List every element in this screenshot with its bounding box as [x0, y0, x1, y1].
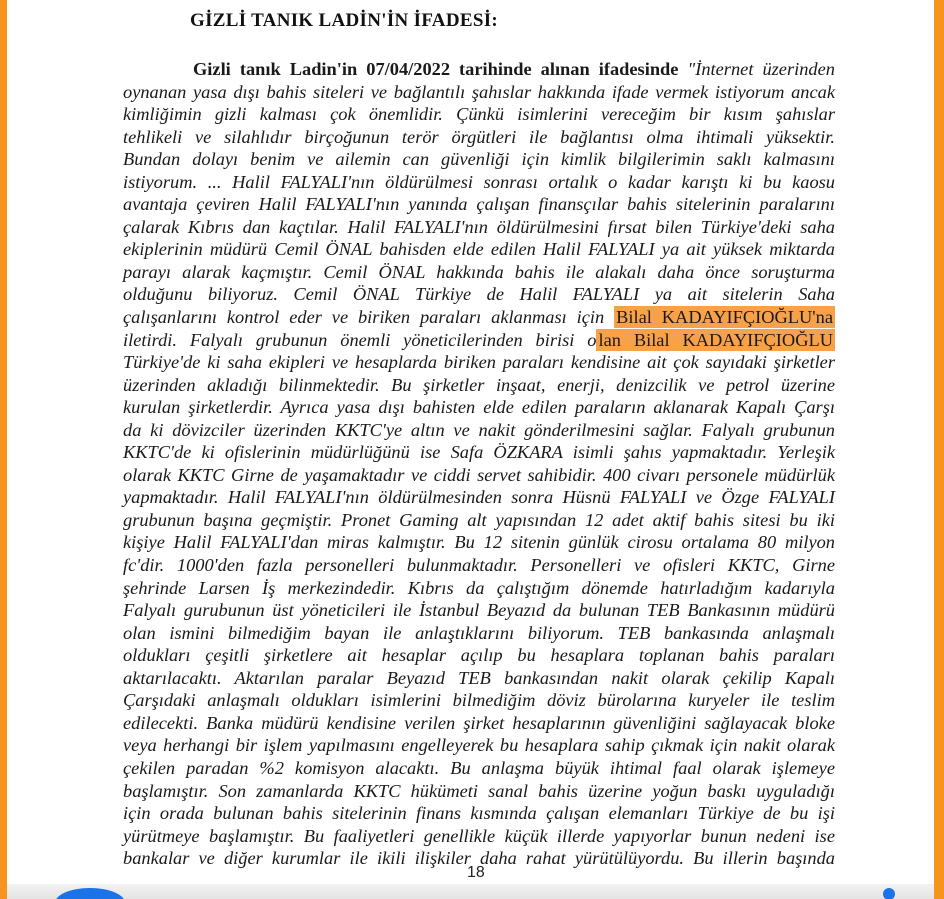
text-line: da ki dövizciler üzerinden KKTC'ye altın ve nakit gönderilmesini sağlar. Falyalı grubunun [123, 419, 835, 440]
text-line: şehrinde Larsen İş merkezindedir. Kıbrıs da çalıştığım dönemde hatırladığım kadarıyla [123, 577, 835, 598]
text-line: oldukları çeşitli şirketlere ait hesaplar açılıp bu hesaplara toplanan bahis paraları [123, 645, 835, 666]
text-line: için orada bulunan bahis sitelerinin finans kısmında çalışan elemanları Türkiye de bu işi [123, 803, 835, 824]
text-line: olarak KKTC Girne de yaşamaktadır ve ciddi servet sahibidir. 400 civarı personele müdürlük [123, 464, 835, 485]
scroll-indicator[interactable] [883, 888, 895, 899]
text-line: olduğunu biliyoruz. Cemil ÖNAL Türkiye de Halil FALYALI ya ait sitelerin Saha [123, 284, 835, 305]
text-line: ekiplerinin müdürü Cemil ÖNAL bahisden elde edilen Halil FALYALI ya ait yüksek miktarda [123, 239, 835, 260]
text-line: grubunun başına geçmiştir. Pronet Gaming alt yapısından 12 adet aktif bahis sitesi bu iki [123, 509, 835, 530]
text-line: edilecekti. Banka müdürü kendisine verilen şirket hesaplarının güvenliğini sağlayacak bloke [123, 712, 835, 733]
highlighted-name: lan Bilal KADAYIFÇIOĞLU [598, 329, 833, 350]
text-line: oynanan yasa dışı bahis siteleri ve bağlantılı şahıslar hakkında ifade vermek istiyorum ancak [123, 81, 835, 102]
text-line: istiyorum. ... Halil FALYALI'nın öldürülmesi sonrası ortalık o kadar karıştı ki bu kaosu [123, 171, 835, 192]
text-line: fc'dir. 1000'den fazla personelleri bulunmaktadır. Personelleri ve ofisleri KKTC, Girne [123, 555, 835, 576]
text-line: Bundan dolayı benim ve ailemin can güvenliği için kimlik bilgilerimin saklı kalmasını [123, 149, 835, 170]
text-line: yürütmeye başlamıştır. Bu faaliyetleri genellikle küçük illerde yapıyorlar bunun nedeni ise [123, 825, 835, 846]
bottom-toolbar-edge [7, 884, 934, 899]
text-line: Türkiye'de ki saha ekipleri ve hesaplarda biriken paraları kendisine ait çok sayıdaki şirketler [123, 352, 835, 373]
page-title: GİZLİ TANIK LADİN'İN İFADESİ: [190, 10, 499, 31]
text-line: iletirdi. Falyalı grubunun önemli yöneticilerinden birisi o lan Bilal KADAYIFÇIOĞLU [123, 329, 833, 350]
text-line: bankalar ve diğer kurumlar ile ikili ilişkiler daha rahat yürütülüyordu. Bu illerin başında [123, 848, 835, 869]
text-line: çekilen paradan %2 komisyon alacaktı. Bu anlaşma büyük ihtimal faal olarak işlemeye [123, 757, 835, 778]
text-line: veya herhangi bir işlem yapılmasını engelleyerek bu hesaplara sahip çıkmak için nakit olarak [123, 735, 835, 756]
document-page [7, 0, 934, 899]
text-line: yapmaktadır. Halil FALYALI'nın öldürülmesinden sonra Hüsnü FALYALI ve Özge FALYALI [123, 487, 835, 508]
page-number: 18 [467, 864, 485, 881]
testimony-paragraph [123, 58, 835, 870]
text-line: KKTC'de ki ofislerinin müdürlüğünü ise Safa ÖZKARA isimli şahıs yapmaktadır. Yerleşik [123, 442, 835, 463]
text-line: başlamıştır. Son zamanlarda KKTC hükümeti sanal bahis üzerine yoğun baskı uyguladığı [123, 780, 835, 801]
text-line: parayı alarak kaçmıştır. Cemil ÖNAL hakkında bahis ile alakalı daha önce soruşturma [123, 261, 835, 282]
text-line: kimliğimin gizli kalması çok önemlidir. Çünkü isimlerini vereceğim bir kısım şahıslar [123, 104, 835, 125]
text-line: çalarak Kıbrıs dan kaçtılar. Halil FALYALI'nın öldürülmesini fırsat bilen Türkiye'deki saha [123, 216, 835, 237]
text-line: avantaja çeviren Halil FALYALI'nın yanında çalışan finansçılar bahis sitelerinin paralarını [123, 194, 835, 215]
text-line: kurulan şirketlerdir. Ayrıca yasa dışı bahisten elde edilen paraların aklanarak Kapalı Çarşı [123, 397, 835, 418]
lead-text: Gizli tanık Ladin'in 07/04/2022 tarihinde alınan ifadesinde [193, 59, 679, 79]
text-line: çalışanlarını kontrol eder ve biriken paraları aklanması için Bilal KADAYIFÇIOĞLU'na [123, 307, 833, 328]
text-line: tehlikeli ve silahlıdır birçoğunun terör örgütleri ile bağlantısı olma ihtimali yüksektir. [123, 126, 835, 147]
text-line: üzerinden akladığı bilinmektedir. Bu şirketler inşaat, enerji, denizcilik ve petrol üzerine [123, 374, 835, 395]
highlighted-name: Bilal KADAYIFÇIOĞLU'na [616, 307, 833, 328]
text-line: Falyalı gurubunun üst yöneticileri ile İstanbul Beyazıd da bulunan TEB Bankasının müdürü [123, 600, 835, 621]
text-line: Gizli tanık Ladin'in 07/04/2022 tarihinde alınan ifadesinde "İnternet üzerinden [193, 59, 835, 79]
text-line: Çarşıdaki anlaşmalı oldukları isimlerini bilmediğim döviz bürolarına kuryeler ile teslim [123, 690, 835, 711]
text-line: aktarılacaktı. Aktarılan paralar Beyazıd TEB bankasından nakit olarak çekilip Kapalı [123, 667, 835, 688]
text-line: olan ismini bilmediğim bayan ile anlaştıklarını biliyorum. TEB bankasında anlaşmalı [123, 622, 835, 643]
text-line: kişiye Halil FALYALI'dan miras kalmıştır. Bu 12 sitenin günlük cirosu ortalama 80 milyon [123, 532, 835, 553]
